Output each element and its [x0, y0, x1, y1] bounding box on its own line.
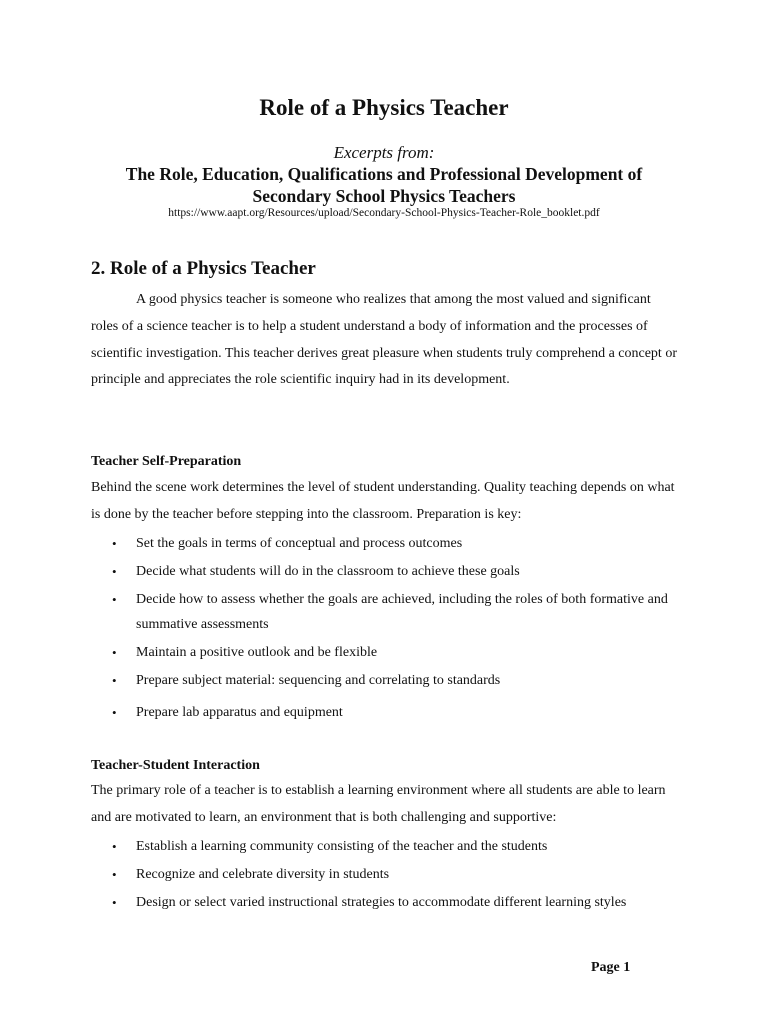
list-item-text: Set the goals in terms of conceptual and process outcomes: [136, 536, 463, 551]
list-item-text: Maintain a positive outlook and be flexible: [136, 645, 378, 660]
bullet-icon: •: [112, 564, 117, 579]
bullet-icon: •: [112, 839, 117, 854]
section-intro-paragraph: A good physics teacher is someone who realizes that among the most valued and significant roles of a science teacher is to help a student understand a body of information and the processes of scientific investigation. This teacher derives great pleasure when students truly comprehend a concept or principle and appreciates the role scientific inquiry had in its development.: [91, 292, 677, 388]
source-title-line-2: Secondary School Physics Teachers: [252, 185, 516, 206]
section-heading: 2. Role of a Physics Teacher: [91, 258, 316, 279]
bullet-icon: •: [112, 592, 117, 607]
list-item-text: Establish a learning community consisting of the teacher and the students: [136, 839, 548, 854]
list-item-text: Recognize and celebrate diversity in students: [136, 867, 390, 882]
source-title: [0, 164, 768, 207]
list-item-text: Decide how to assess whether the goals are achieved, including the roles of both formative and summative assessments: [136, 592, 668, 632]
excerpts-label: Excerpts from:: [333, 143, 435, 162]
source-title-line-1: The Role, Education, Qualifications and Professional Development of: [125, 164, 643, 184]
bullet-icon: •: [112, 645, 117, 660]
bullet-icon: •: [112, 867, 117, 882]
self-preparation-heading: Teacher Self-Preparation: [91, 454, 242, 469]
interaction-heading: Teacher-Student Interaction: [91, 758, 260, 773]
interaction-paragraph: The primary role of a teacher is to establish a learning environment where all students are able to learn and are motivated to learn, an environment that is both challenging and supportive:: [91, 783, 666, 825]
bullet-icon: •: [112, 895, 117, 910]
source-url: https://www.aapt.org/Resources/upload/Secondary-School-Physics-Teacher-Role_booklet.pdf: [168, 207, 600, 219]
document-title: Role of a Physics Teacher: [259, 95, 509, 120]
list-item-text: Design or select varied instructional strategies to accommodate different learning styles: [136, 895, 627, 910]
self-preparation-paragraph: Behind the scene work determines the level of student understanding. Quality teaching depends on what is done by the teacher before stepping into the classroom. Preparation is key:: [91, 480, 675, 522]
list-item-text: Prepare subject material: sequencing and correlating to standards: [136, 673, 501, 688]
list-item-text: Prepare lab apparatus and equipment: [136, 705, 343, 720]
bullet-icon: •: [112, 536, 117, 551]
bullet-icon: •: [112, 705, 117, 720]
bullet-icon: •: [112, 673, 117, 688]
page-number: Page 1: [591, 960, 631, 975]
list-item-text: Decide what students will do in the classroom to achieve these goals: [136, 564, 520, 579]
